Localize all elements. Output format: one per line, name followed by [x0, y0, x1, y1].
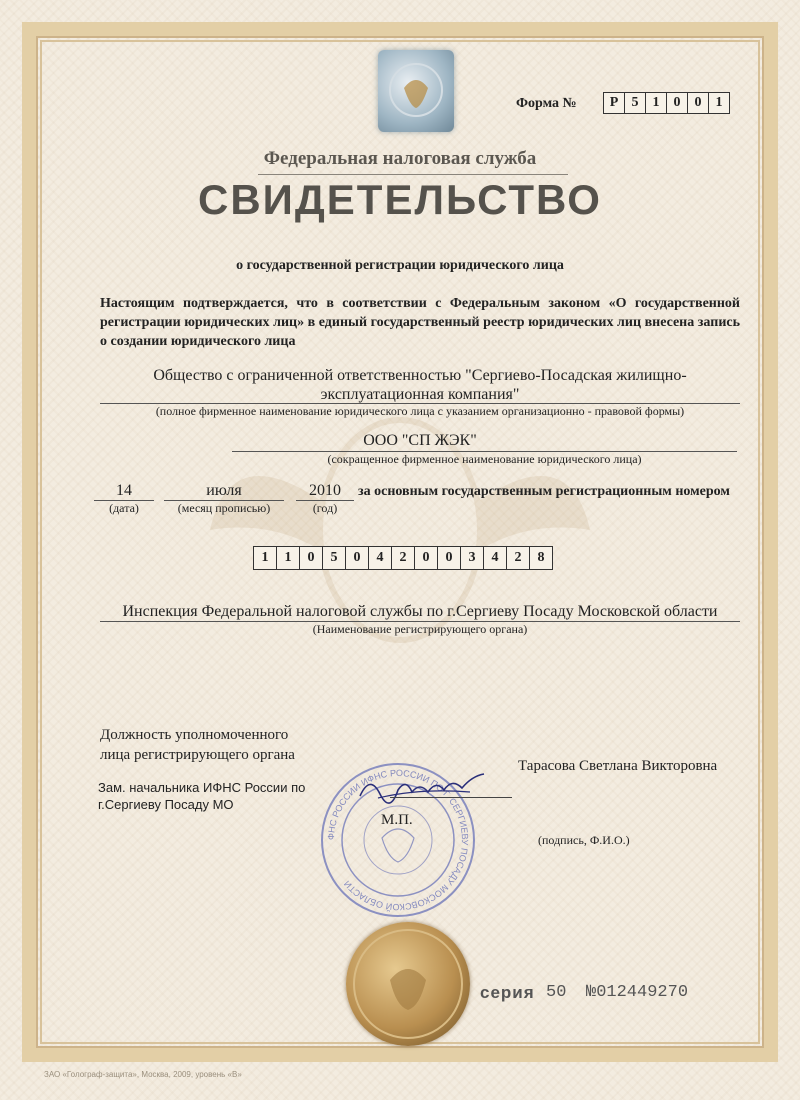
short-name-caption: (сокращенное фирменное наименование юридического лица) [327, 452, 642, 466]
printer-footer: ЗАО «Голограф-защита», Москва, 2009, уровень «В» [44, 1070, 242, 1079]
ogrn-digit: 0 [437, 546, 461, 570]
ogrn-number [254, 546, 553, 570]
handwritten-signature [350, 768, 490, 808]
signer-name: Тарасова Светлана Викторовна [518, 758, 718, 774]
signatory-title [98, 779, 305, 813]
registration-month: июля [206, 482, 242, 499]
agency-underline [258, 174, 568, 175]
registering-authority: Инспекция Федеральной налоговой службы по г.Сергиеву Посаду Московской области [122, 603, 718, 620]
form-code-char: 0 [666, 92, 688, 114]
authority-caption: (Наименование регистрирующего органа) [312, 622, 528, 636]
form-code-char: 0 [687, 92, 709, 114]
signatory-title-line1: Зам. начальника ИФНС России по [98, 780, 306, 795]
form-code-char: 1 [708, 92, 730, 114]
signatory-title-line2: г.Сергиеву Посаду МО [98, 797, 234, 812]
svg-text:ФНС РОССИИ ИФНС РОССИИ ПО Г. С: ФНС РОССИИ ИФНС РОССИИ ПО Г. СЕРГИЕВУ ПОСАДУ МОСКОВСКОЙ ОБЛАСТИ [325, 767, 471, 913]
position-line1: Должность уполномоченного [100, 727, 289, 743]
ogrn-digit: 0 [414, 546, 438, 570]
ogrn-digit: 5 [322, 546, 346, 570]
day-caption: (дата) [109, 501, 139, 515]
ogrn-digit: 0 [345, 546, 369, 570]
form-code-char: 1 [645, 92, 667, 114]
serial-number: №012449270 [586, 983, 689, 1002]
ogrn-label: за основным государственным регистрационным номером [358, 484, 730, 499]
entity-full-name: Общество с ограниченной ответственностью "Сергиево-Посадская жилищно-эксплуатационная компания" [153, 367, 687, 403]
signature-line [390, 797, 512, 798]
document-title: СВИДЕТЕЛЬСТВО [198, 176, 602, 223]
ogrn-digit: 2 [391, 546, 415, 570]
month-caption: (месяц прописью) [177, 501, 271, 515]
registration-day: 14 [116, 482, 132, 499]
ogrn-digit: 0 [299, 546, 323, 570]
entity-short-name: ООО "СП ЖЭК" [363, 432, 477, 449]
form-code-char: 5 [624, 92, 646, 114]
series-value: 50 [546, 983, 567, 1002]
position-label [100, 725, 295, 765]
ogrn-digit: 2 [506, 546, 530, 570]
position-line2: лица регистрирующего органа [100, 747, 295, 763]
ogrn-digit: 4 [483, 546, 507, 570]
agency-name: Федеральная налоговая служба [263, 148, 537, 169]
gold-seal [346, 922, 470, 1046]
form-label: Форма № [516, 96, 577, 111]
form-code-char: Р [603, 92, 625, 114]
seal-place-label: М.П. [381, 812, 413, 828]
document-subtitle: о государственной регистрации юридического лица [236, 258, 564, 273]
registration-year: 2010 [309, 482, 341, 499]
ogrn-digit: 1 [276, 546, 300, 570]
statement-paragraph: Настоящим подтверждается, что в соответствии с Федеральным законом «О государственной регистрации юридических лиц» в единый государственный реестр юридических лиц внесена запись о создании юридического лица [100, 296, 740, 349]
ogrn-digit: 4 [368, 546, 392, 570]
ogrn-digit: 8 [529, 546, 553, 570]
form-code [604, 92, 730, 114]
year-caption: (год) [312, 501, 338, 515]
full-name-caption: (полное фирменное наименование юридического лица с указанием организационно - правовой формы) [155, 404, 685, 418]
signature-caption: (подпись, Ф.И.О.) [538, 833, 630, 847]
series-label: серия [480, 983, 535, 1002]
ogrn-digit: 3 [460, 546, 484, 570]
ogrn-digit: 1 [253, 546, 277, 570]
hologram-emblem [378, 50, 454, 132]
